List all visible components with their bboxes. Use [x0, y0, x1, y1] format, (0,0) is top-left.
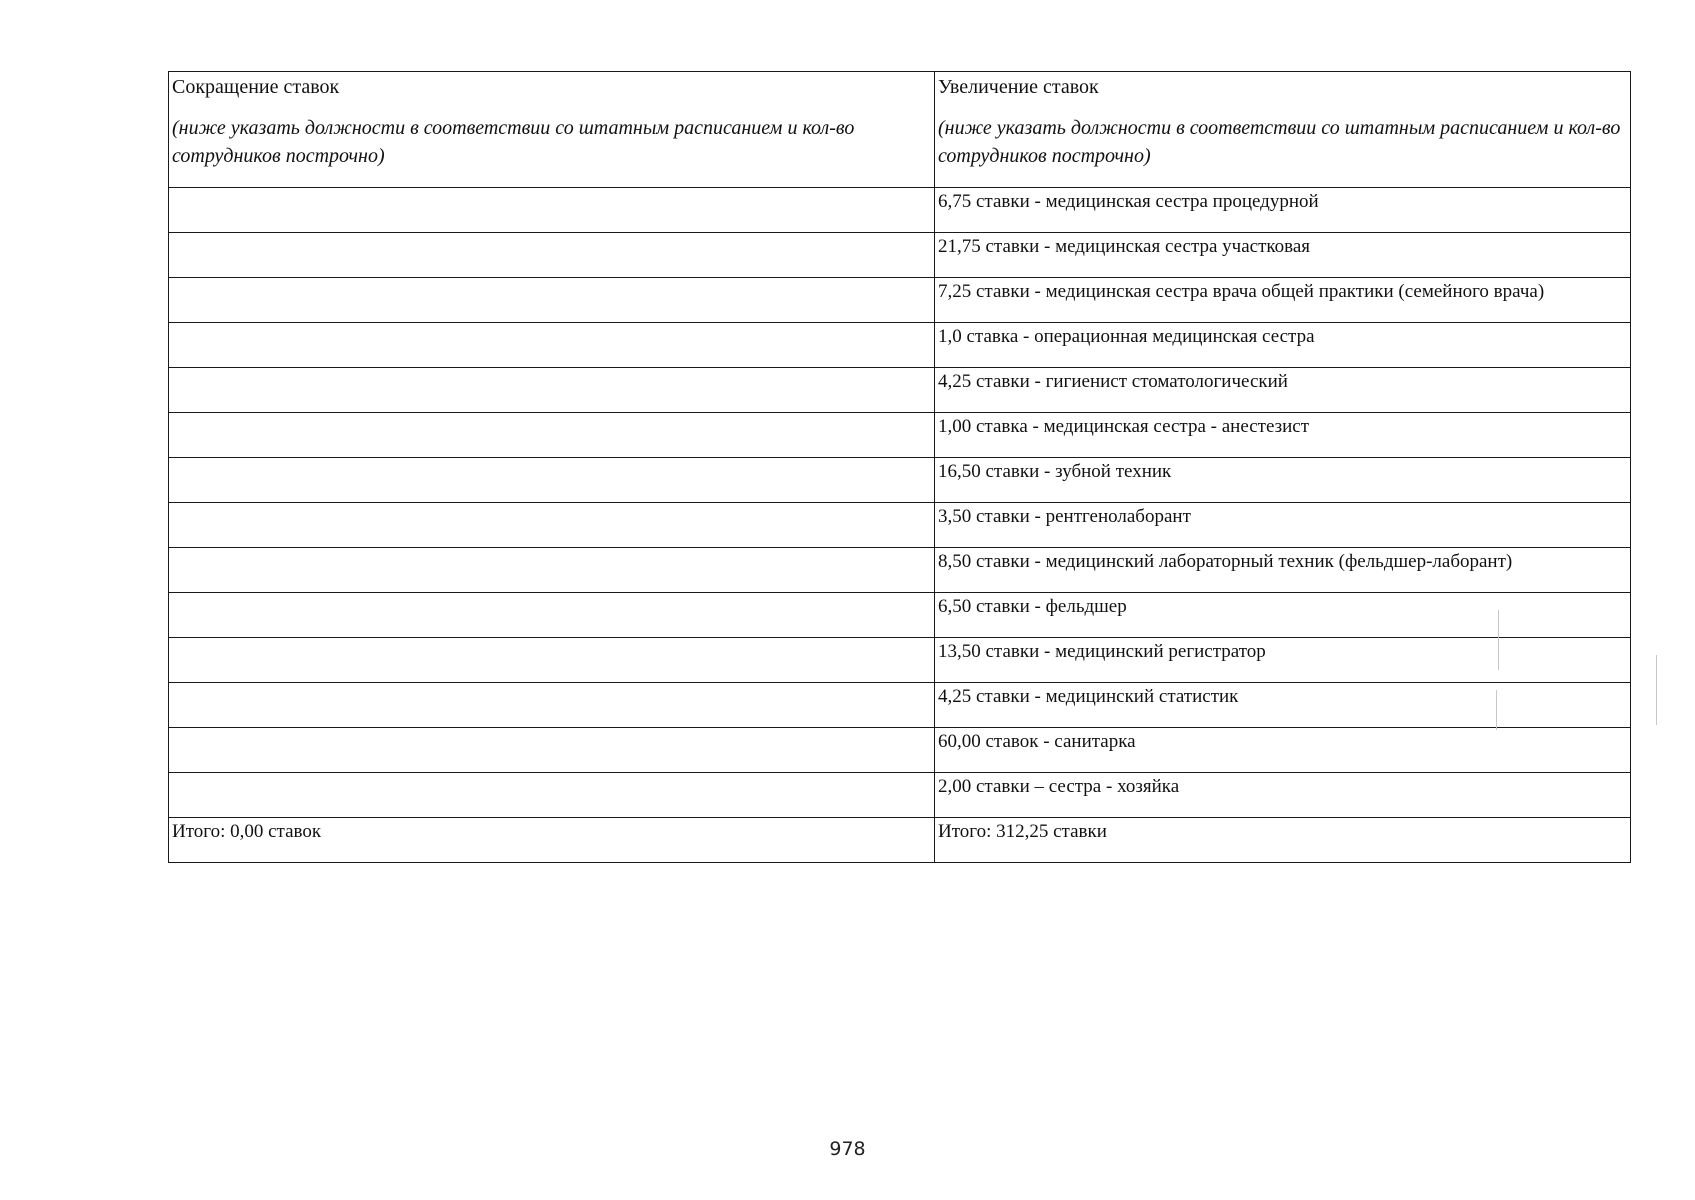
cell-reduction [169, 278, 935, 323]
header-title-increase: Увеличение ставок [938, 76, 1099, 98]
header-title-reduction: Сокращение ставок [172, 76, 340, 98]
cell-reduction [169, 413, 935, 458]
staffing-changes-table [168, 71, 1631, 863]
cell-reduction [169, 458, 935, 503]
scan-artifact [1496, 690, 1497, 730]
cell-increase: 6,50 ставки - фельдшер [935, 593, 1631, 638]
table-row [169, 548, 1631, 593]
table-row [169, 683, 1631, 728]
cell-reduction [169, 503, 935, 548]
table-row [169, 728, 1631, 773]
table-row [169, 233, 1631, 278]
table-row [169, 773, 1631, 818]
cell-reduction [169, 638, 935, 683]
table-row [169, 503, 1631, 548]
scan-artifact [1498, 610, 1499, 670]
table-row [169, 368, 1631, 413]
table-row [169, 278, 1631, 323]
header-note-increase: (ниже указать должности в соответствии со штатным расписанием и кол-во сотрудников построчно) [938, 117, 1621, 167]
cell-increase: 60,00 ставок - санитарка [935, 728, 1631, 773]
scan-artifact [1656, 655, 1657, 725]
cell-reduction [169, 683, 935, 728]
cell-reduction [169, 188, 935, 233]
cell-increase: 4,25 ставки - гигиенист стоматологический [935, 368, 1631, 413]
cell-increase: 4,25 ставки - медицинский статистик [935, 683, 1631, 728]
cell-increase: 13,50 ставки - медицинский регистратор [935, 638, 1631, 683]
cell-reduction [169, 323, 935, 368]
cell-increase: 3,50 ставки - рентгенолаборант [935, 503, 1631, 548]
cell-increase: 1,0 ставка - операционная медицинская сестра [935, 323, 1631, 368]
cell-reduction [169, 233, 935, 278]
cell-increase: 2,00 ставки – сестра - хозяйка [935, 773, 1631, 818]
header-cell-increase [935, 72, 1631, 188]
table-header-row [169, 72, 1631, 188]
cell-reduction [169, 548, 935, 593]
total-increase: Итого: 312,25 ставки [935, 818, 1631, 863]
table-row [169, 638, 1631, 683]
cell-increase: 16,50 ставки - зубной техник [935, 458, 1631, 503]
page-number: 978 [829, 1138, 866, 1160]
table-row [169, 593, 1631, 638]
cell-increase: 6,75 ставки - медицинская сестра процедурной [935, 188, 1631, 233]
header-note-reduction: (ниже указать должности в соответствии со штатным расписанием и кол-во сотрудников построчно) [172, 117, 855, 167]
table-row [169, 188, 1631, 233]
table-row [169, 323, 1631, 368]
cell-reduction [169, 368, 935, 413]
cell-reduction [169, 773, 935, 818]
cell-reduction [169, 593, 935, 638]
header-cell-reduction [169, 72, 935, 188]
cell-increase: 7,25 ставки - медицинская сестра врача общей практики (семейного врача) [935, 278, 1631, 323]
table-total-row [169, 818, 1631, 863]
cell-increase: 8,50 ставки - медицинский лабораторный техник (фельдшер-лаборант) [935, 548, 1631, 593]
table-row [169, 413, 1631, 458]
cell-increase: 1,00 ставка - медицинская сестра - анестезист [935, 413, 1631, 458]
cell-increase: 21,75 ставки - медицинская сестра участковая [935, 233, 1631, 278]
cell-reduction [169, 728, 935, 773]
total-reduction: Итого: 0,00 ставок [169, 818, 935, 863]
table-row [169, 458, 1631, 503]
